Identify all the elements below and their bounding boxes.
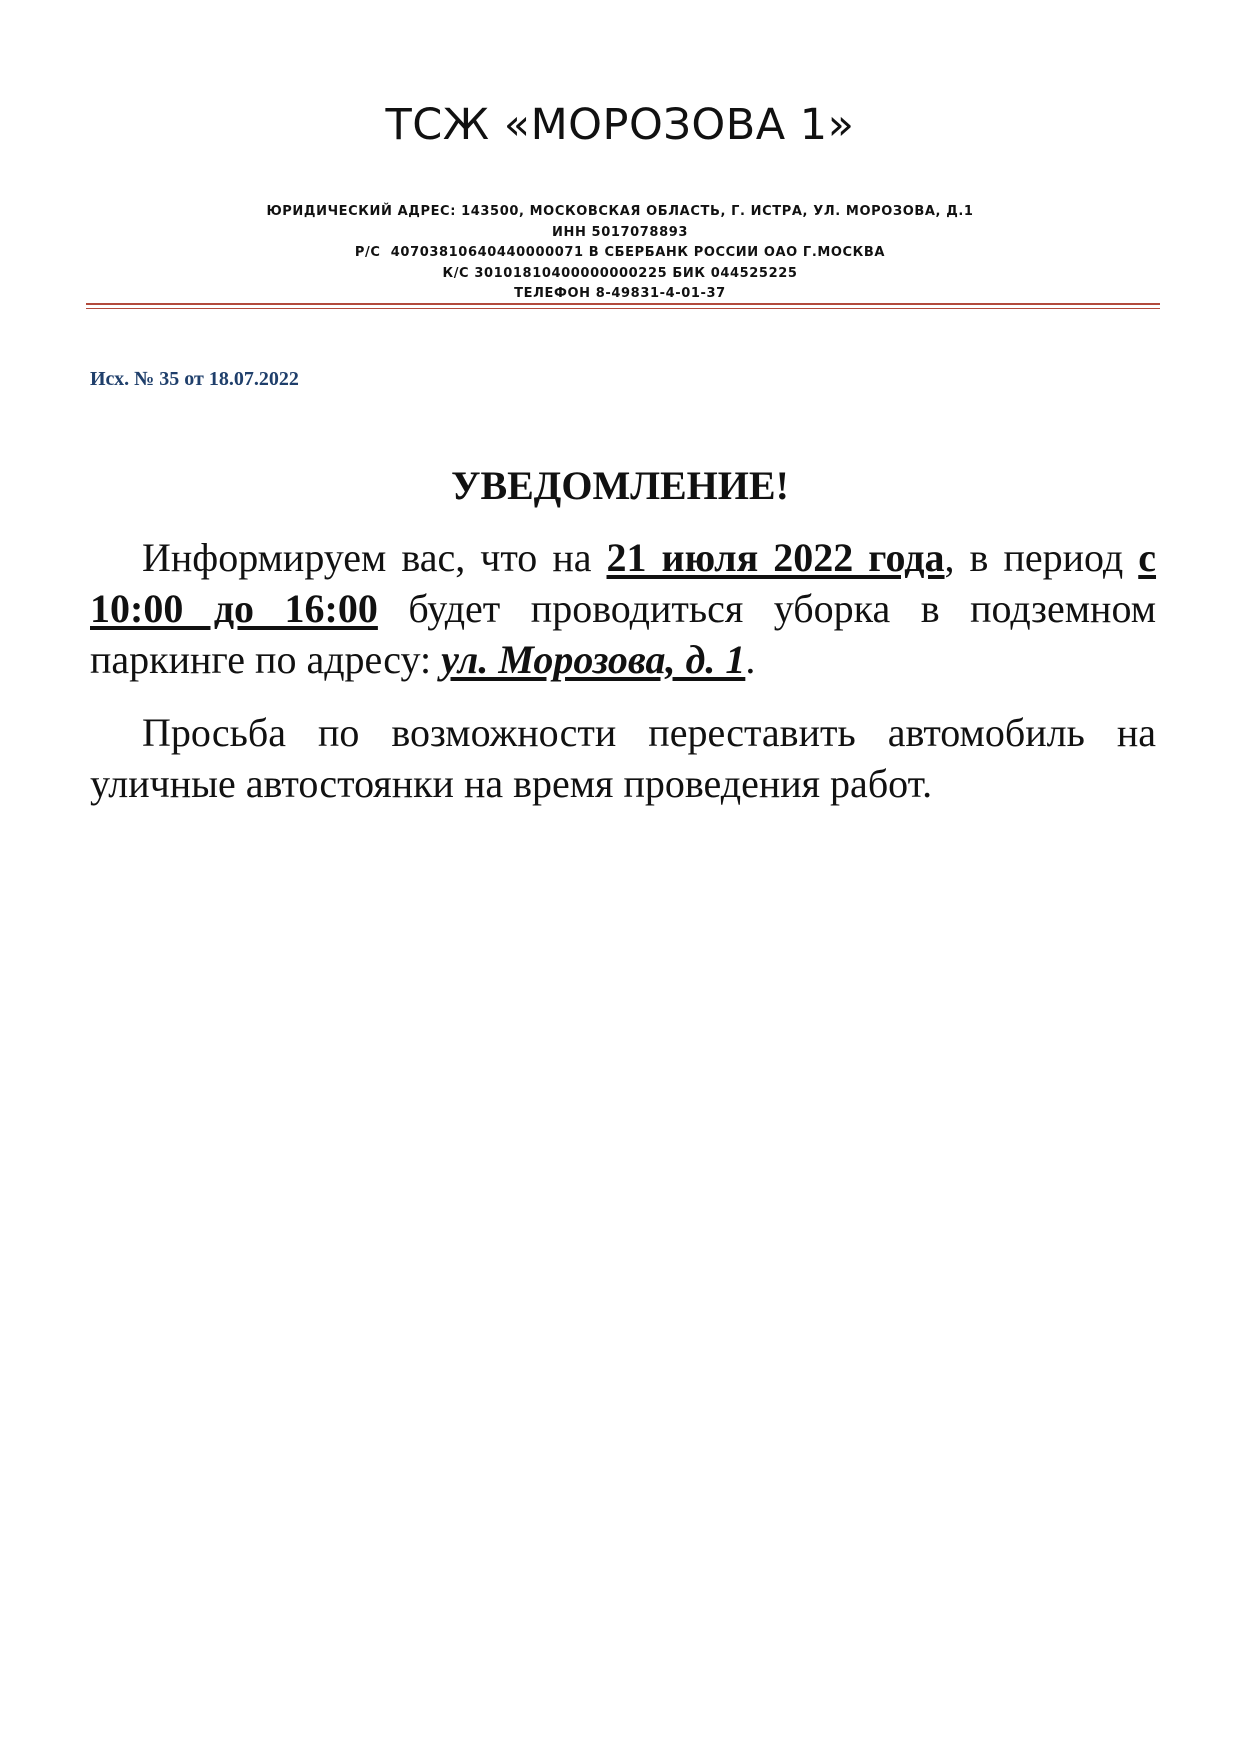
organization-requisites	[0, 202, 1240, 305]
organization-title: ТСЖ «МОРОЗОВА 1»	[385, 100, 855, 150]
correspondent-account-line: К/С 30101810400000000225 БИК 044525225	[442, 265, 798, 281]
bank-account-line: Р/С 40703810640440000071 В СБЕРБАНК РОССИИ ОАО Г.МОСКВА	[354, 245, 886, 260]
notice-heading: УВЕДОМЛЕНИЕ!	[451, 463, 789, 508]
inn-line: ИНН 5017078893	[551, 224, 689, 240]
notice-date: 21 июля 2022 года	[606, 535, 945, 580]
notice-paragraph-2	[90, 707, 1156, 809]
notice-paragraph-1	[90, 532, 1156, 685]
phone-line: ТЕЛЕФОН 8-49831-4-01-37	[514, 286, 726, 301]
notice-address: ул. Морозова, д. 1	[441, 637, 746, 682]
header-divider-thick	[86, 303, 1160, 305]
paragraph-1-middle: будет проводиться уборка в подземном паркинге по адресу:	[90, 586, 1157, 682]
notice-time-range: с 10:00 до 16:00	[90, 535, 1157, 631]
paragraph-1-ending: .	[745, 637, 756, 682]
outgoing-reference: Исх. № 35 от 18.07.2022	[90, 368, 299, 390]
paragraph-1-period: , в период	[944, 535, 1139, 580]
legal-address-line: ЮРИДИЧЕСКИЙ АДРЕС: 143500, МОСКОВСКАЯ ОБЛАСТЬ, Г. ИСТРА, УЛ. МОРОЗОВА, Д.1	[266, 204, 974, 219]
header-divider-thin	[86, 308, 1160, 309]
paragraph-1-intro: Информируем вас, что на	[142, 535, 607, 580]
request-text: Просьба по возможности переставить автомобиль на уличные автостоянки на время проведения работ.	[90, 710, 1156, 806]
